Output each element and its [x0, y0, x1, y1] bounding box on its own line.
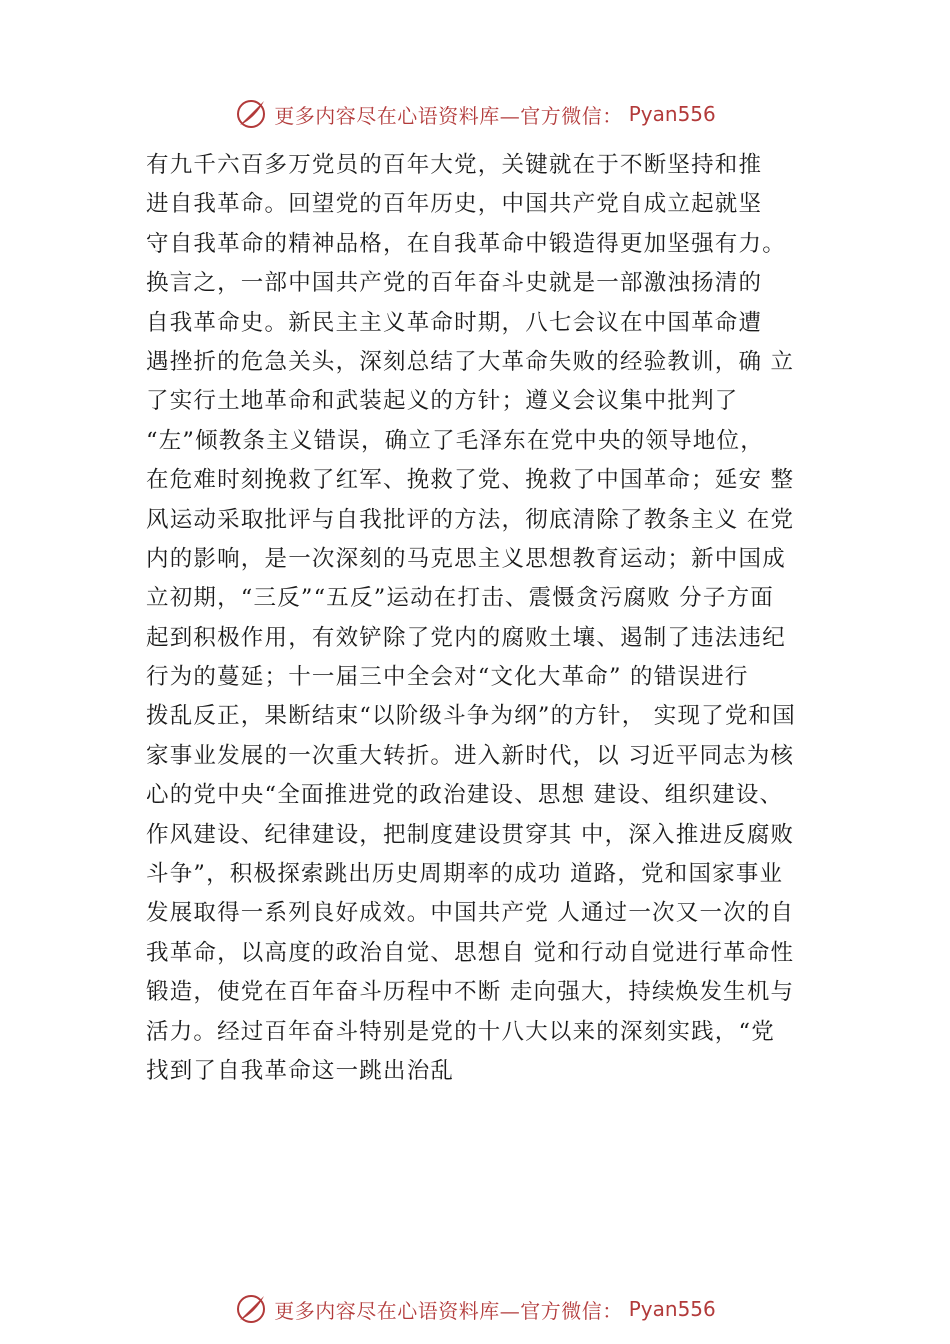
quill-pen-circle-icon — [234, 97, 268, 131]
text-line: 心的党中央“全面推进党的政治建设、思想 建设、组织建设、 — [146, 782, 784, 809]
text-line: 换言之，一部中国共产党的百年奋斗史就是一部激浊扬清的 — [146, 270, 763, 297]
text-line: 家事业发展的一次重大转折。进入新时代，以 习近平同志为核 — [146, 742, 795, 769]
text-line: 在危难时刻挽救了红军、挽救了党、挽救了中国革命；延安 整 — [146, 467, 795, 494]
text-line: 自我革命史。新民主主义革命时期，八七会议在中国革命遭 — [146, 309, 763, 336]
text-line: “左”倾教条主义错误，确立了毛泽东在党中央的领导地位， — [146, 427, 764, 454]
text-line: 拨乱反正，果断结束“以阶级斗争为纲”的方针， 实现了党和国 — [146, 703, 796, 730]
text-line: 行为的蔓延；十一届三中全会对“文化大革命” 的错误进行 — [146, 664, 749, 691]
text-line: 斗争”，积极探索跳出历史周期率的成功 道路，党和国家事业 — [146, 861, 784, 888]
text-line: 遇挫折的危急关头，深刻总结了大革命失败的经验教训，确 立 — [146, 348, 795, 375]
text-line: 发展取得一系列良好成效。中国共产党 人通过一次又一次的自 — [146, 900, 795, 927]
text-line: 我革命，以高度的政治自觉、思想自 觉和行动自觉进行革命性 — [146, 939, 795, 966]
text-line: 了实行土地革命和武装起义的方针；遵义会议集中批判了 — [146, 388, 739, 415]
text-line: 进自我革命。回望党的百年历史，中国共产党自成立起就坚 — [146, 191, 763, 218]
text-line: 守自我革命的精神品格，在自我革命中锻造得更加坚强有力。 — [146, 230, 786, 257]
text-line: 找到了自我革命这一跳出治乱 — [146, 1057, 455, 1084]
text-line: 内的影响，是一次深刻的马克思主义思想教育运动；新中国成 — [146, 545, 786, 572]
watermark-account: Pyan556 — [628, 102, 716, 126]
body-paragraph — [146, 146, 836, 1091]
quill-pen-circle-icon — [234, 1292, 268, 1326]
footer-watermark — [0, 1289, 950, 1329]
text-line: 风运动采取批评与自我批评的方法，彻底清除了教条主义 在党 — [146, 506, 795, 533]
watermark-account: Pyan556 — [628, 1297, 716, 1321]
watermark-text: 更多内容尽在心语资料库—官方微信： — [274, 103, 623, 128]
text-line: 作风建设、纪律建设，把制度建设贯穿其 中，深入推进反腐败 — [146, 821, 795, 848]
text-line: 活力。经过百年奋斗特别是党的十八大以来的深刻实践，“党 — [146, 1018, 775, 1045]
header-watermark — [0, 94, 950, 134]
text-line: 锻造，使党在百年奋斗历程中不断 走向强大，持续焕发生机与 — [146, 979, 795, 1006]
text-line: 立初期，“三反”“五反”运动在打击、震慑贪污腐败 分子方面 — [146, 585, 774, 612]
text-line: 起到积极作用，有效铲除了党内的腐败土壤、遏制了违法违纪 — [146, 624, 786, 651]
text-line: 有九千六百多万党员的百年大党，关键就在于不断坚持和推 — [146, 152, 763, 178]
watermark-text: 更多内容尽在心语资料库—官方微信： — [274, 1298, 623, 1323]
